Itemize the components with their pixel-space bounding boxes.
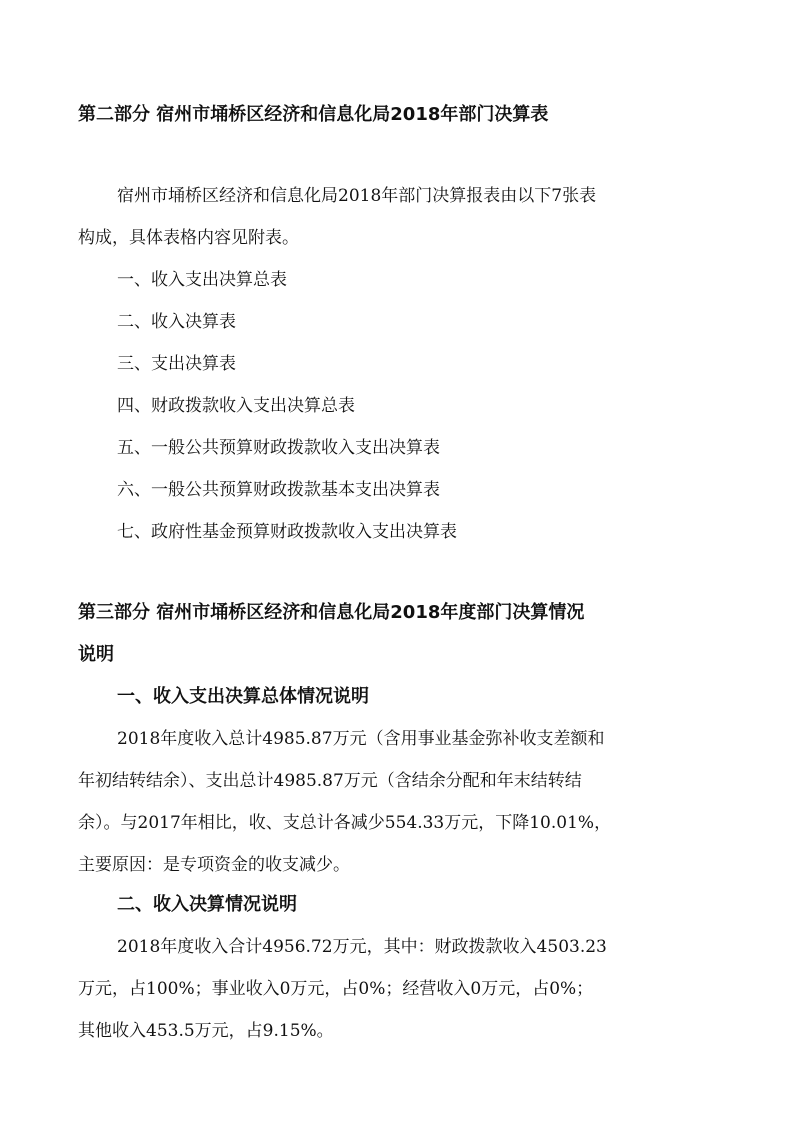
section2-line2: 万元，占100%；事业收入0万元，占0%；经营收入0万元，占0%； xyxy=(78,979,594,999)
section2-line1: 2018年度收入合计4956.72万元，其中：财政拨款收入4503.23 xyxy=(117,937,607,957)
table-list-item: 三、支出决算表 xyxy=(117,354,236,374)
table-list-item: 一、收入支出决算总表 xyxy=(117,270,287,290)
section1-heading: 一、收入支出决算总体情况说明 xyxy=(117,686,369,707)
section2-line3: 其他收入453.5万元，占9.15%。 xyxy=(78,1021,334,1041)
section1-line4: 主要原因：是专项资金的收支减少。 xyxy=(78,855,350,875)
section2-heading: 二、收入决算情况说明 xyxy=(117,894,297,915)
section1-line2: 年初结转结余）、支出总计4985.87万元（含结余分配和年末结转结 xyxy=(78,771,582,791)
table-list-item: 七、政府性基金预算财政拨款收入支出决算表 xyxy=(117,522,457,542)
part3-title-line1: 第三部分 宿州市埇桥区经济和信息化局2018年度部门决算情况 xyxy=(78,602,585,623)
part2-intro-line2: 构成，具体表格内容见附表。 xyxy=(78,228,299,248)
table-list-item: 五、一般公共预算财政拨款收入支出决算表 xyxy=(117,438,440,458)
part3-title-line2: 说明 xyxy=(78,644,114,665)
part2-title: 第二部分 宿州市埇桥区经济和信息化局2018年部门决算表 xyxy=(78,104,549,125)
table-list-item: 六、一般公共预算财政拨款基本支出决算表 xyxy=(117,480,440,500)
table-list-item: 二、收入决算表 xyxy=(117,312,236,332)
section1-line1: 2018年度收入总计4985.87万元（含用事业基金弥补收支差额和 xyxy=(117,729,605,749)
part2-intro-line1: 宿州市埇桥区经济和信息化局2018年部门决算报表由以下7张表 xyxy=(117,186,597,206)
section1-line3: 余）。与2017年相比，收、支总计各减少554.33万元，下降10.01%， xyxy=(78,813,612,833)
table-list-item: 四、财政拨款收入支出决算总表 xyxy=(117,396,355,416)
